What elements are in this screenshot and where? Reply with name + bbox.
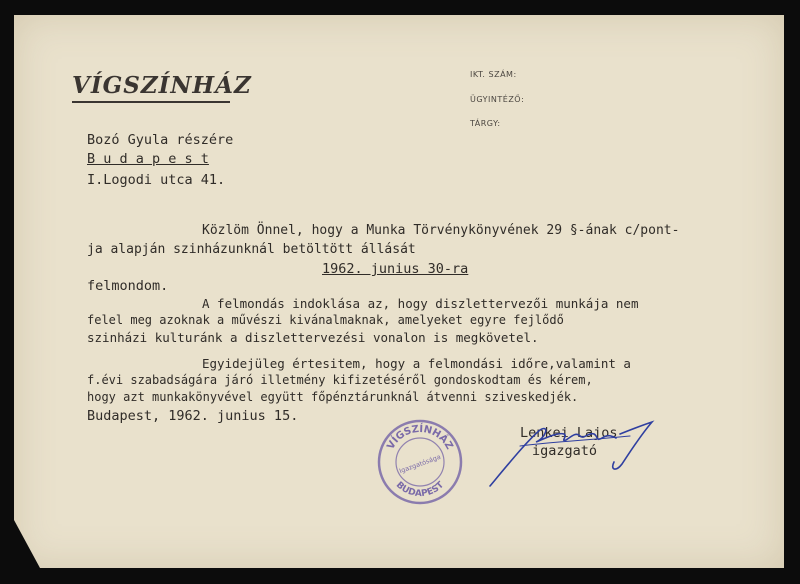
body-p2-line3: szinházi kulturánk a diszlettervezési vonalon is megkövetel. <box>87 330 539 345</box>
body-p3-line1: Egyidejüleg értesitem, hogy a felmondási időre,valamint a <box>202 356 631 371</box>
stamp-bottom-text: BUDAPEST <box>393 480 447 500</box>
body-p1-line1: Közlöm Önnel, hogy a Munka Törvénykönyvének 29 §-ának c/pont- <box>202 223 680 238</box>
termination-date: 1962. junius 30-ra <box>322 261 469 277</box>
theatre-stamp <box>376 418 464 506</box>
torn-corner <box>14 520 40 568</box>
recipient-city: B u d a p e s t <box>87 151 209 167</box>
body-p2-line1: A felmondás indoklása az, hogy diszlettervezői munkája nem <box>202 296 639 311</box>
body-p3-line3: hogy azt munkakönyvével együtt főpénztárunknál átvenni sziveskedjék. <box>87 390 579 404</box>
recipient-street: I.Logodi utca 41. <box>87 172 226 188</box>
letterhead-logo: VÍGSZÍNHÁZ <box>72 72 252 99</box>
ugyintezo-label: ÜGYINTÉZŐ: <box>470 95 525 104</box>
body-p1-line2: ja alapján szinházunknál betöltött állását <box>87 242 416 257</box>
logo-underline <box>72 101 230 103</box>
body-felmondom: felmondom. <box>87 278 169 294</box>
body-p2-line2: felel meg azoknak a művészi kivánalmaknak, amelyeket egyre fejlődő <box>87 313 564 327</box>
stamp-middle-text: Igazgatósága <box>398 452 442 476</box>
signer-title: igazgató <box>532 443 598 459</box>
handwritten-signature <box>480 412 670 492</box>
targy-label: TÁRGY: <box>470 119 501 128</box>
signer-name: Lenkei Lajos <box>520 425 618 441</box>
stamp-top-text: VÍGSZÍNHÁZ <box>385 423 455 452</box>
body-p3-line2: f.évi szabadságára járó illetmény kifizetéséről gondoskodtam és kérem, <box>87 373 593 387</box>
recipient-name: Bozó Gyula részére <box>87 132 234 148</box>
ikt-szam-label: IKT. SZÁM: <box>470 70 517 79</box>
place-date: Budapest, 1962. junius 15. <box>87 408 299 424</box>
